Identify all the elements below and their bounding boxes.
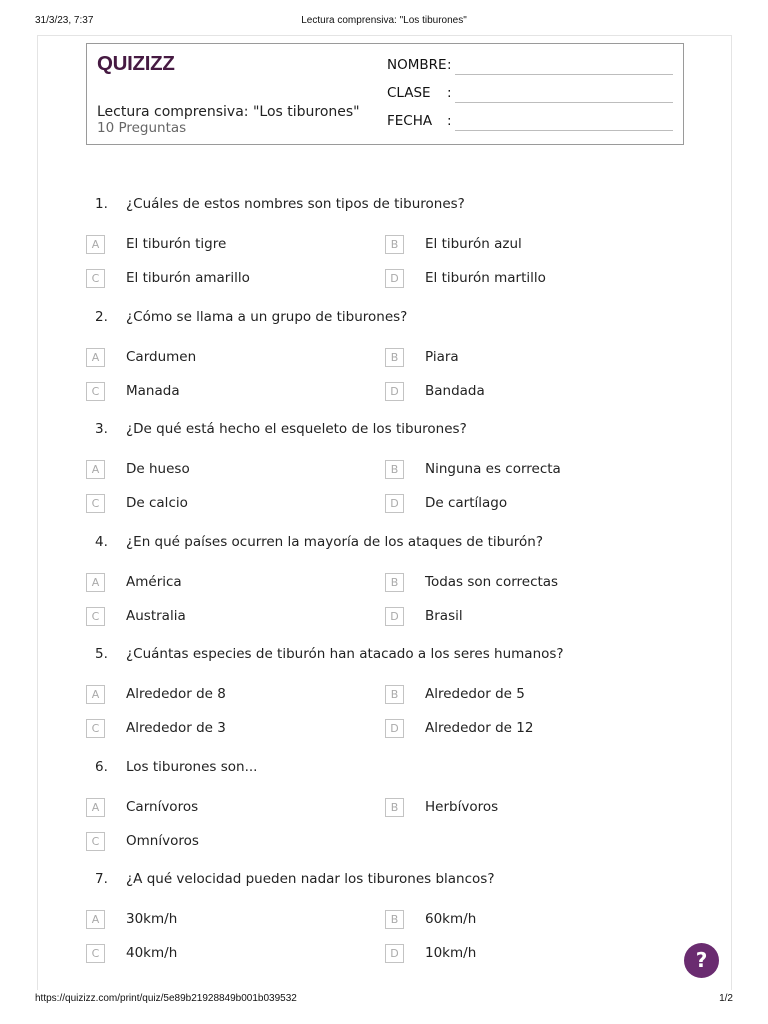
quiz-title: Lectura comprensiva: "Los tiburones"	[97, 104, 360, 120]
option-text: El tiburón tigre	[126, 236, 227, 252]
option-text: El tiburón martillo	[425, 270, 546, 286]
name-field-colon: :	[447, 57, 452, 73]
option-letter-box[interactable]: B	[385, 798, 404, 817]
question-item	[86, 415, 686, 528]
question-number: 7.	[95, 871, 108, 887]
name-field-label: NOMBRE	[387, 57, 447, 73]
question-number: 4.	[95, 533, 108, 550]
option-text: De hueso	[126, 461, 190, 477]
option-text: Ninguna es correcta	[425, 461, 561, 477]
option-text: Bandada	[425, 382, 485, 399]
option-letter-box[interactable]: C	[86, 269, 105, 288]
option-text: Todas son correctas	[425, 573, 559, 590]
question-text: ¿Cuántas especies de tiburón han atacado a los seres humanos?	[126, 646, 564, 662]
option-letter-box[interactable]: C	[86, 832, 105, 851]
option-letter-box[interactable]: A	[86, 235, 105, 254]
option-text: Manada	[126, 382, 180, 399]
option-text: América	[126, 573, 182, 590]
help-button[interactable]: ?	[684, 943, 719, 978]
class-field-line[interactable]	[455, 102, 673, 103]
question-text: ¿Cómo se llama a un grupo de tiburones?	[126, 308, 408, 325]
question-number: 5.	[95, 646, 108, 662]
option-text: Alrededor de 12	[425, 720, 534, 736]
option-text: El tiburón amarillo	[126, 270, 250, 286]
option-letter-box[interactable]: A	[86, 348, 105, 367]
option-text: Piara	[425, 348, 459, 365]
date-field[interactable]	[387, 113, 677, 135]
option-text: 40km/h	[126, 945, 178, 961]
question-item	[86, 190, 686, 303]
option-text: Australia	[126, 607, 186, 624]
option-text: De calcio	[126, 495, 188, 511]
question-text: ¿En qué países ocurren la mayoría de los ataques de tiburón?	[126, 533, 543, 550]
question-item	[86, 303, 686, 416]
date-field-colon: :	[447, 113, 452, 129]
option-letter-box[interactable]: C	[86, 944, 105, 963]
option-letter-box[interactable]: B	[385, 460, 404, 479]
quizizz-logo-text: QUIZIZZ	[97, 52, 175, 75]
option-letter-box[interactable]: D	[385, 382, 404, 401]
option-letter-box[interactable]: B	[385, 348, 404, 367]
option-letter-box[interactable]: A	[86, 573, 105, 592]
option-letter-box[interactable]: A	[86, 685, 105, 704]
name-field[interactable]	[387, 57, 677, 79]
question-text: ¿Cuáles de estos nombres son tipos de tiburones?	[126, 196, 465, 212]
quizizz-logo	[97, 51, 177, 75]
option-letter-box[interactable]: C	[86, 382, 105, 401]
class-field-colon: :	[447, 85, 452, 101]
option-letter-box[interactable]: C	[86, 494, 105, 513]
option-letter-box[interactable]: A	[86, 798, 105, 817]
question-text: Los tiburones son...	[126, 758, 258, 775]
question-list	[86, 190, 686, 978]
question-number: 1.	[95, 196, 108, 212]
option-text: Herbívoros	[425, 798, 499, 815]
option-text: Brasil	[425, 607, 463, 624]
option-text: Alrededor de 5	[425, 686, 525, 702]
option-letter-box[interactable]: B	[385, 573, 404, 592]
option-letter-box[interactable]: D	[385, 494, 404, 513]
option-text: Cardumen	[126, 348, 197, 365]
option-text: Alrededor de 8	[126, 686, 226, 702]
option-letter-box[interactable]: C	[86, 607, 105, 626]
print-document-title: Lectura comprensiva: "Los tiburones"	[301, 15, 467, 26]
option-text: Omnívoros	[126, 832, 199, 849]
class-field[interactable]	[387, 85, 677, 107]
quiz-header-box	[86, 43, 684, 145]
option-letter-box[interactable]: D	[385, 269, 404, 288]
date-field-label: FECHA	[387, 113, 433, 129]
question-item	[86, 753, 686, 866]
question-text: ¿A qué velocidad pueden nadar los tiburones blancos?	[126, 871, 495, 887]
question-number: 3.	[95, 421, 108, 437]
option-letter-box[interactable]: C	[86, 719, 105, 738]
question-count: 10 Preguntas	[97, 120, 187, 136]
option-text: 60km/h	[425, 911, 477, 927]
option-text: De cartílago	[425, 495, 508, 511]
option-letter-box[interactable]: A	[86, 910, 105, 929]
question-item	[86, 640, 686, 753]
question-number: 6.	[95, 758, 108, 775]
name-field-line[interactable]	[455, 74, 673, 75]
question-item	[86, 865, 686, 978]
option-letter-box[interactable]: B	[385, 685, 404, 704]
class-field-label: CLASE	[387, 85, 431, 101]
date-field-line[interactable]	[455, 130, 673, 131]
option-text: 30km/h	[126, 911, 178, 927]
option-letter-box[interactable]: B	[385, 910, 404, 929]
question-number: 2.	[95, 308, 108, 325]
option-letter-box[interactable]: D	[385, 719, 404, 738]
option-letter-box[interactable]: A	[86, 460, 105, 479]
option-text: Alrededor de 3	[126, 720, 226, 736]
print-header	[35, 15, 733, 31]
question-text: ¿De qué está hecho el esqueleto de los tiburones?	[126, 421, 467, 437]
option-text: Carnívoros	[126, 798, 199, 815]
print-date: 31/3/23, 7:37	[35, 15, 94, 26]
question-item	[86, 528, 686, 641]
print-footer	[35, 993, 733, 1007]
option-letter-box[interactable]: D	[385, 944, 404, 963]
print-url: https://quizizz.com/print/quiz/5e89b21928849b001b039532	[35, 993, 297, 1004]
option-letter-box[interactable]: B	[385, 235, 404, 254]
option-text: 10km/h	[425, 945, 477, 961]
option-text: El tiburón azul	[425, 236, 522, 252]
page-number: 1/2	[719, 993, 733, 1004]
option-letter-box[interactable]: D	[385, 607, 404, 626]
